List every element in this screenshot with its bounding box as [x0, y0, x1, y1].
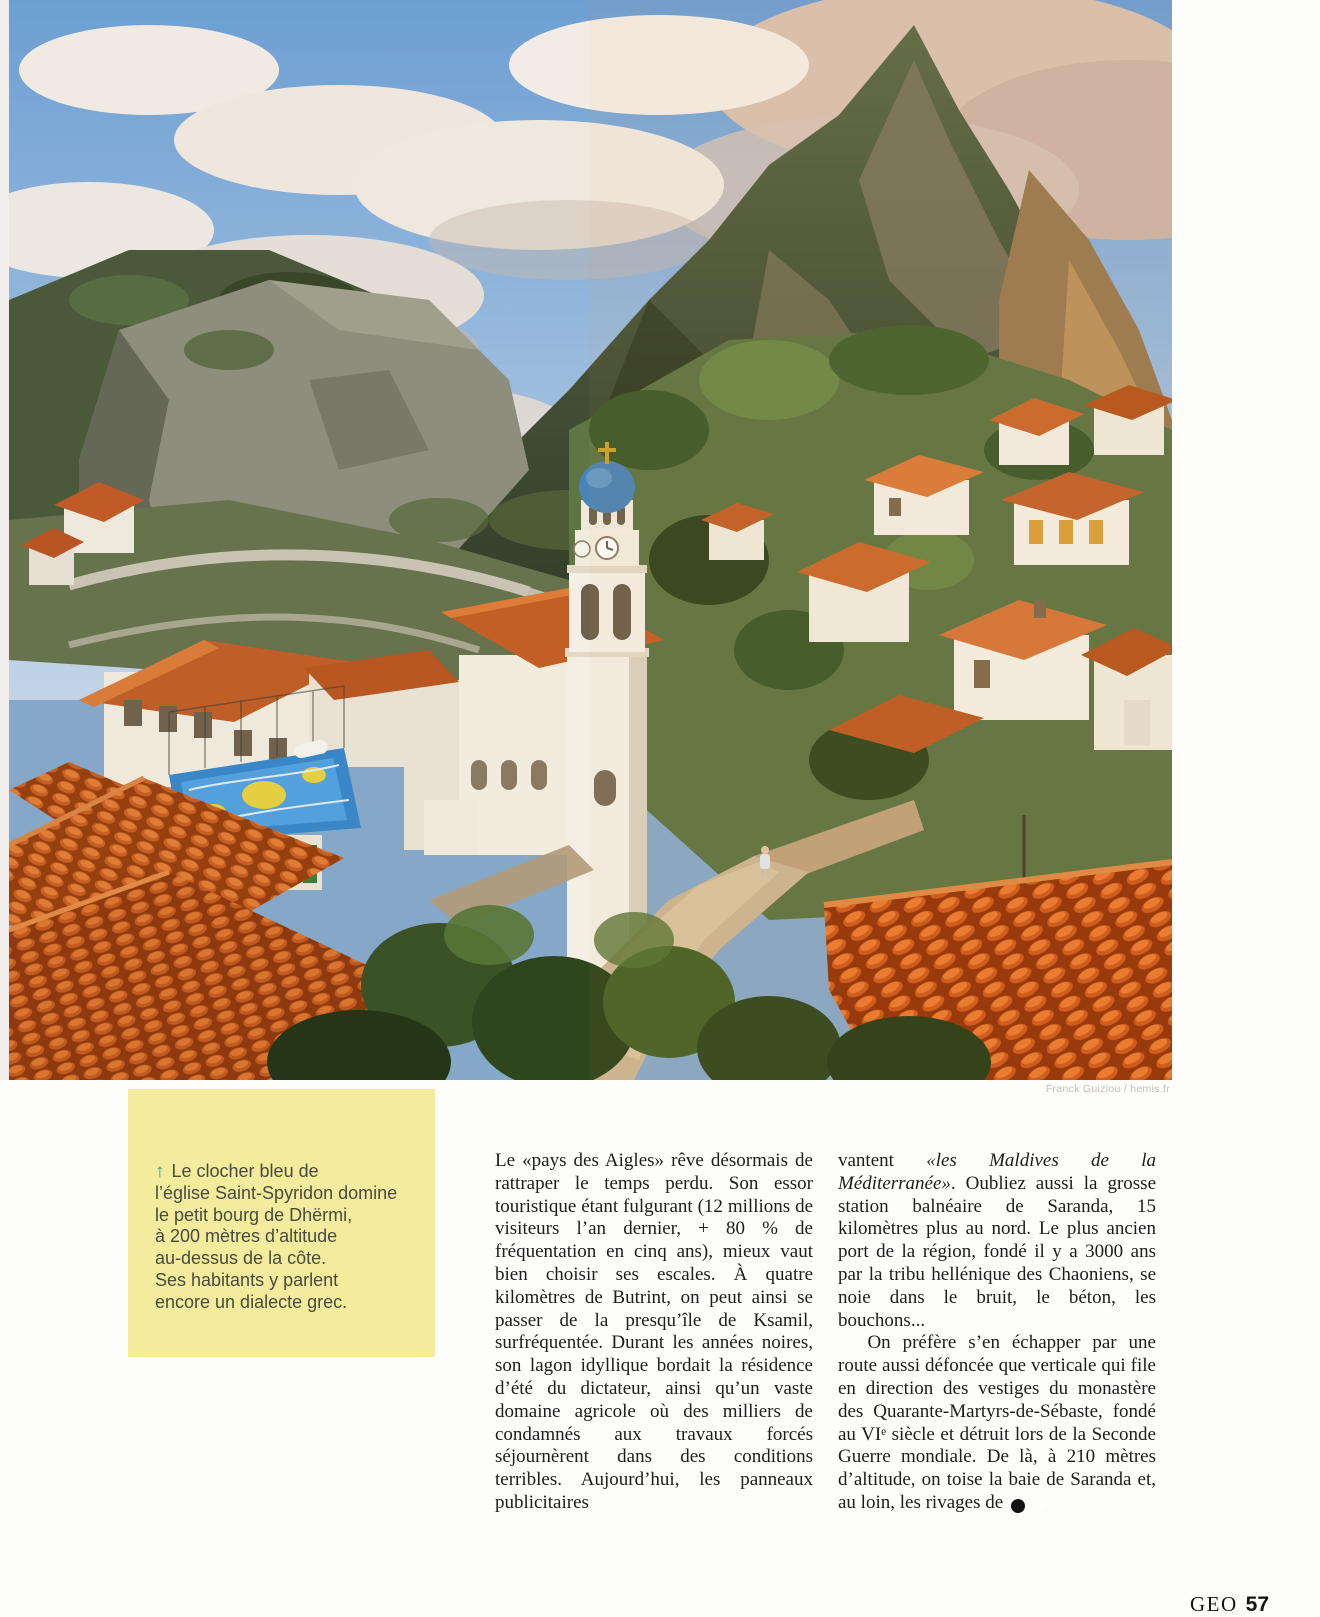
- caption-block: [128, 1089, 435, 1357]
- caption-line: au-dessus de la côte.: [155, 1248, 327, 1269]
- magazine-name: GEO: [1190, 1592, 1238, 1616]
- page-number: 57: [1245, 1593, 1270, 1616]
- hero-photo: [9, 0, 1172, 1080]
- caption-line: l’église Saint-Spyridon domine: [155, 1182, 398, 1203]
- caption-line: Ses habitants y parlent: [155, 1269, 339, 1290]
- page-edge: [0, 0, 9, 1080]
- paragraph-text: vantent: [838, 1150, 927, 1171]
- caption-line: à 200 mètres d’altitude: [155, 1226, 338, 1247]
- italic-citation: «les Maldives de la Méditerranée»: [838, 1150, 1156, 1194]
- article-paragraph: Le «pays des Aigles» rêve désormais de rattraper le temps perdu. Son essor touristique étant fulgurant (12 millions de visiteurs l’an dernier, + 80 % de fréquentation en cinq ans), mieux vaut bien choisir ses escales. À quatre kilomètres de Butrint, on peut ainsi se passer de la presqu’île de Ksamil, surfréquentée. Durant les années noires, son lagon idyllique bordait la résidence d’été du dictateur, ainsi qu’un vaste domaine agricole où des milliers de condamnés aux travaux forcés séjournèrent dans des conditions terribles. Aujourd’hui, les panneaux publicitaires: [495, 1150, 813, 1513]
- article-paragraph: [838, 1150, 1156, 1332]
- continue-arrow-icon: ▸: [1011, 1499, 1025, 1513]
- hero-photo-illustration: [9, 0, 1172, 1080]
- paragraph-text: . Oubliez aussi la grosse station balnéaire de Saranda, 15 kilomètres plus au nord. Le plus ancien port de la région, fondé il y a 3000 ans par la tribu hellénique des Chaoniens, se noie dans le bruit, le béton, les bouchons...: [838, 1172, 1156, 1331]
- caption-text: [128, 1089, 435, 1314]
- caption-line: le petit bourg de Dhërmi,: [155, 1204, 353, 1225]
- photo-credit: Franck Guiziou / hemis.fr: [1045, 1083, 1170, 1095]
- caption-line: encore un dialecte grec.: [155, 1291, 348, 1312]
- article-column-1: [495, 1150, 813, 1515]
- up-arrow-icon: ↑: [155, 1161, 165, 1182]
- page-footer: [1190, 1592, 1269, 1617]
- caption-line: [155, 1161, 415, 1183]
- article-column-2: [838, 1150, 1156, 1515]
- warm-light-overlay: [589, 0, 1172, 1080]
- paragraph-text: On préfère s’en échapper par une route aussi défoncée que verticale qui file en direction des vestiges du monastère des Quarante-Martyrs-de-Sébaste, fondé au VIᵉ siècle et détruit lors de la Seconde Guerre mondiale. De là, à 210 mètres d’altitude, on toise la baie de Saranda et, au loin, les rivages de: [838, 1332, 1156, 1513]
- caption-line-text: Le clocher bleu de: [171, 1161, 319, 1181]
- article-paragraph: [838, 1332, 1156, 1514]
